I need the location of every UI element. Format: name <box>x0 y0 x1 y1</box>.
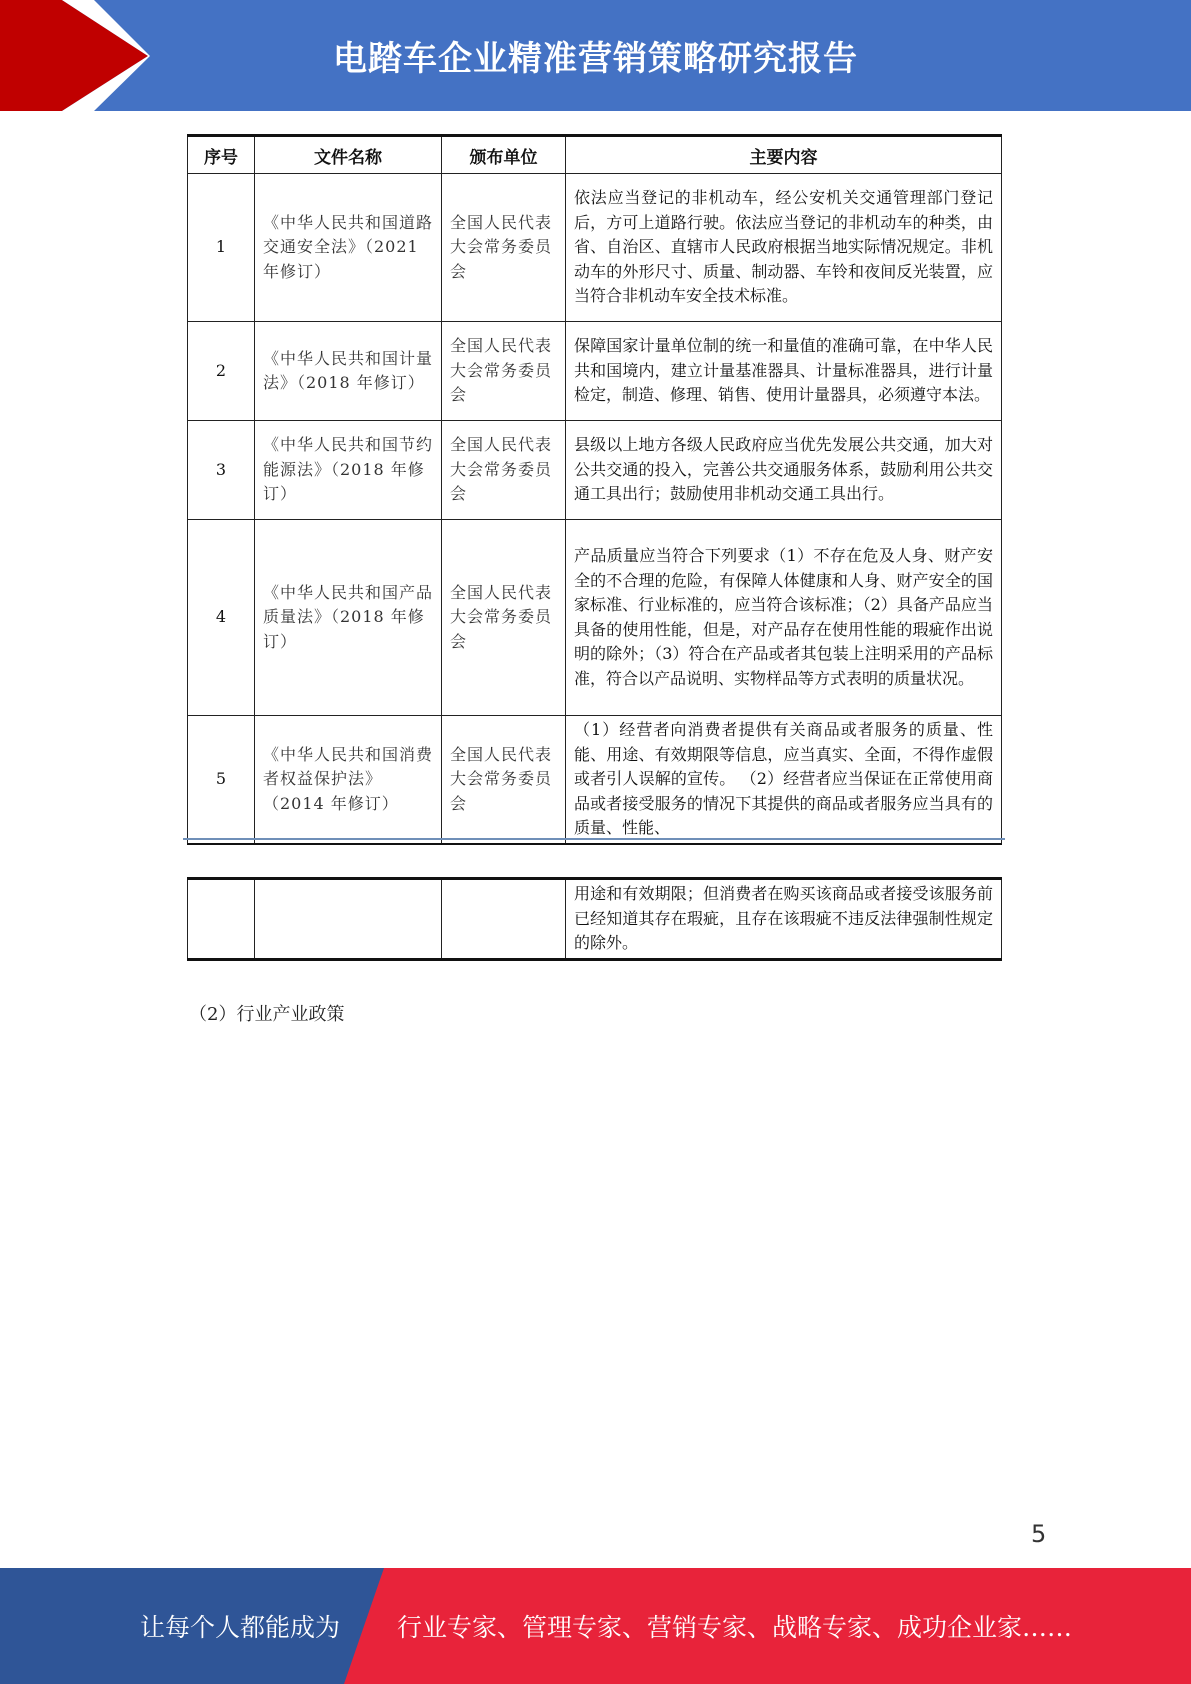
law-content: （1）经营者向消费者提供有关商品或者服务的质量、性能、用途、有效期限等信息，应当真实、全面，不得作虚假或者引人误解的宣传。 （2）经营者应当保证在正常使用商品或者接受服务的情况下其提供的商品或者服务应当具有的质量、性能、 <box>566 716 1002 844</box>
table-row <box>188 520 1002 716</box>
law-table <box>187 134 1002 845</box>
law-name: 《中华人民共和国节约能源法》（2018 年修订） <box>255 421 442 520</box>
issuing-unit <box>442 879 566 960</box>
row-index: 5 <box>188 716 255 844</box>
row-index: 4 <box>188 520 255 716</box>
law-table-continuation <box>187 877 1002 961</box>
table-row <box>188 421 1002 520</box>
section-heading: （2）行业产业政策 <box>189 1004 345 1025</box>
law-content: 保障国家计量单位制的统一和量值的准确可靠，在中华人民共和国境内，建立计量基准器具、计量标准器具，进行计量检定，制造、修理、销售、使用计量器具，必须遵守本法。 <box>566 322 1002 421</box>
issuing-unit: 全国人民代表大会常务委员会 <box>442 322 566 421</box>
law-content: 产品质量应当符合下列要求（1）不存在危及人身、财产安全的不合理的危险，有保障人体健康和人身、财产安全的国家标准、行业标准的，应当符合该标准；（2）具备产品应当具备的使用性能，但是，对产品存在使用性能的瑕疵作出说明的除外；（3）符合在产品或者其包装上注明采用的产品标准，符合以产品说明、实物样品等方式表明的质量状况。 <box>566 520 1002 716</box>
row-index: 1 <box>188 174 255 322</box>
table-row <box>188 879 1002 960</box>
table-row <box>188 322 1002 421</box>
row-index: 2 <box>188 322 255 421</box>
issuing-unit: 全国人民代表大会常务委员会 <box>442 716 566 844</box>
col-header-content: 主要内容 <box>566 136 1002 174</box>
report-title <box>190 0 1191 111</box>
issuing-unit: 全国人民代表大会常务委员会 <box>442 421 566 520</box>
law-name: 《中华人民共和国计量法》（2018 年修订） <box>255 322 442 421</box>
row-index <box>188 879 255 960</box>
table-row <box>188 174 1002 322</box>
law-name: 《中华人民共和国消费者权益保护法》（2014 年修订） <box>255 716 442 844</box>
table-header-row <box>188 136 1002 174</box>
law-content: 依法应当登记的非机动车，经公安机关交通管理部门登记后，方可上道路行驶。依法应当登记的非机动车的种类，由省、自治区、直辖市人民政府根据当地实际情况规定。非机动车的外形尺寸、质量、制动器、车铃和夜间反光装置，应当符合非机动车安全技术标准。 <box>566 174 1002 322</box>
report-header <box>0 0 1191 111</box>
report-title-text: 电踏车企业精准营销策略研究报告 <box>333 39 858 79</box>
law-name: 《中华人民共和国产品质量法》（2018 年修订） <box>255 520 442 716</box>
issuing-unit: 全国人民代表大会常务委员会 <box>442 520 566 716</box>
col-header-unit: 颁布单位 <box>442 136 566 174</box>
footer-banner <box>0 1568 1191 1684</box>
law-name <box>255 879 442 960</box>
law-content: 县级以上地方各级人民政府应当优先发展公共交通，加大对公共交通的投入，完善公共交通服务体系，鼓励利用公共交通工具出行；鼓励使用非机动交通工具出行。 <box>566 421 1002 520</box>
page-number: 5 <box>1031 1520 1047 1548</box>
law-name: 《中华人民共和国道路交通安全法》（2021 年修订） <box>255 174 442 322</box>
table-break-divider <box>183 838 1005 840</box>
col-header-name: 文件名称 <box>255 136 442 174</box>
law-content: 用途和有效期限；但消费者在购买该商品或者接受该服务前已经知道其存在瑕疵，且存在该瑕疵不违反法律强制性规定的除外。 <box>566 879 1002 960</box>
table-row <box>188 716 1002 844</box>
row-index: 3 <box>188 421 255 520</box>
issuing-unit: 全国人民代表大会常务委员会 <box>442 174 566 322</box>
col-header-index: 序号 <box>188 136 255 174</box>
footer-slogan-left: 让每个人都能成为 <box>140 1613 341 1642</box>
footer-slogan-right: 行业专家、管理专家、营销专家、战略专家、成功企业家…… <box>397 1613 1073 1642</box>
